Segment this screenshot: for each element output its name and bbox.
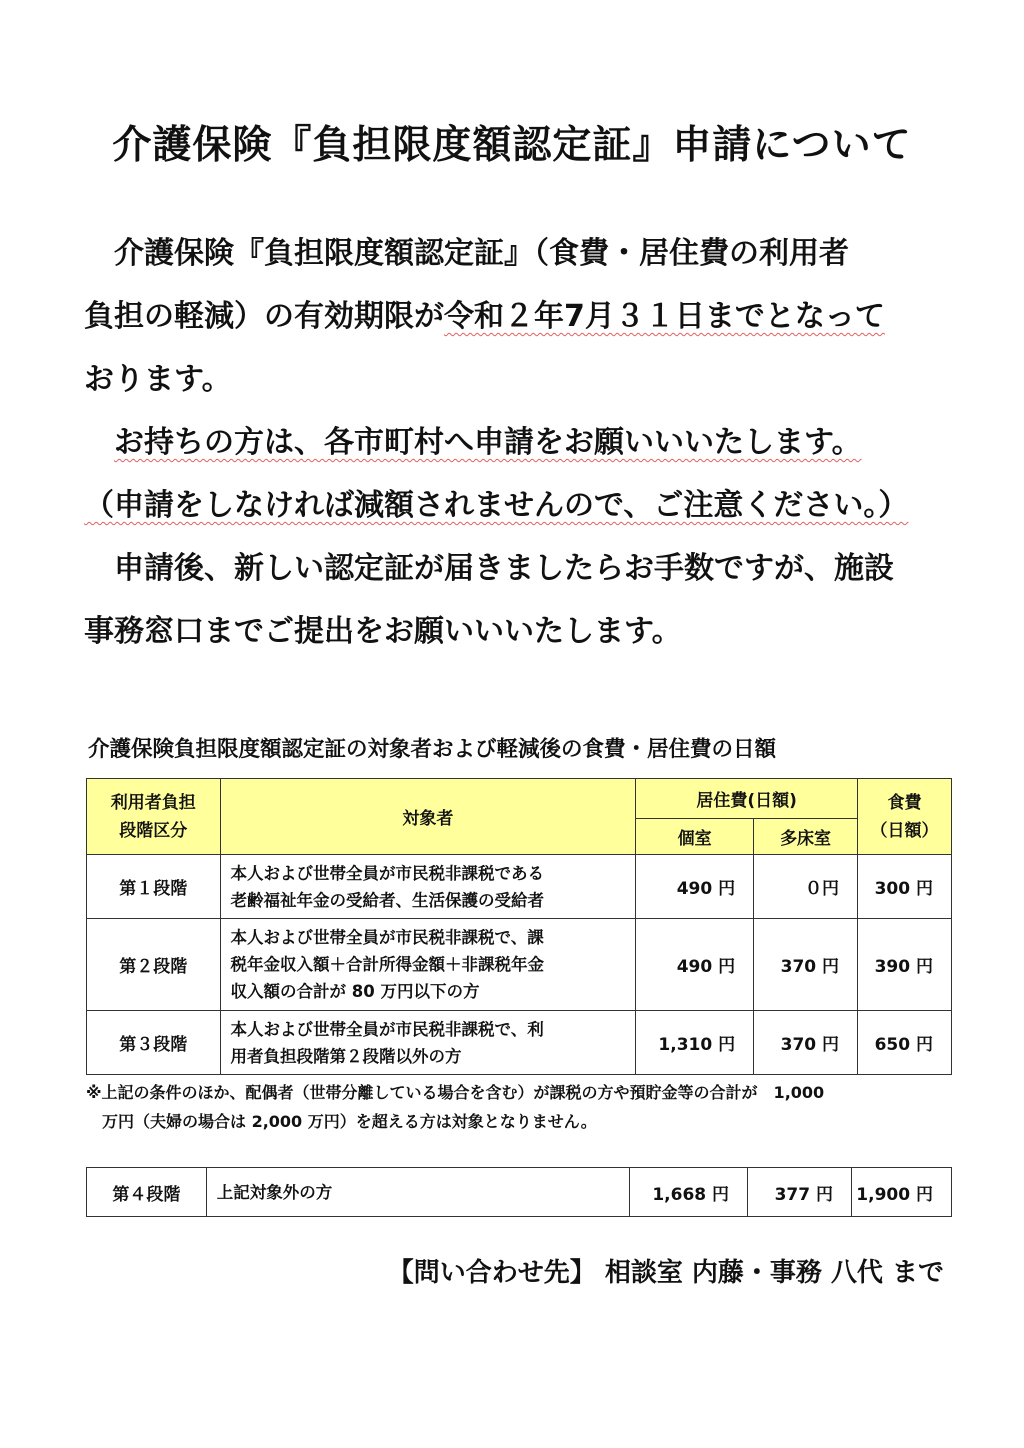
- paragraph-line: おります。: [84, 362, 232, 397]
- header-residence: 居住費(日額): [636, 779, 858, 819]
- stage-cell: 第４段階: [87, 1168, 207, 1217]
- header-stage-line: 利用者負担: [110, 792, 196, 813]
- private-room-cost: 490 円: [636, 919, 754, 1011]
- underlined-expiry-date: 令和２年7月３１日までとなって: [444, 299, 885, 334]
- food-cost: 1,900 円: [851, 1168, 951, 1217]
- header-stage: [87, 779, 221, 855]
- header-stage-line: 段階区分: [119, 820, 188, 841]
- multi-room-cost: ０円: [754, 855, 858, 919]
- tier4-table: [86, 1167, 952, 1217]
- private-room-cost: 1,310 円: [636, 1011, 754, 1075]
- contact-info: 【問い合わせ先】 相談室 内藤・事務 八代 まで: [387, 1258, 944, 1288]
- food-cost: 650 円: [858, 1011, 952, 1075]
- paragraph-line: [84, 474, 944, 537]
- target-cell: 本人および世帯全員が市民税非課税で、利 用者負担段階第２段階以外の方: [220, 1011, 636, 1075]
- footnote-line: ※上記の条件のほか、配偶者（世帯分離している場合を含む）が課税の方や預貯金等の合計が 1,000: [86, 1083, 825, 1102]
- private-room-cost: 1,668 円: [630, 1168, 748, 1217]
- paragraph-line: [84, 411, 944, 474]
- table-caption: 介護保険負担限度額認定証の対象者および軽減後の食費・居住費の日額: [88, 737, 777, 762]
- cost-table: [86, 778, 952, 1075]
- footnote: [86, 1078, 966, 1136]
- underlined-notice: （申請をしなければ減額されませんので、ご注意ください。）: [84, 488, 909, 523]
- text-segment: [84, 425, 114, 460]
- table-row: [87, 1011, 952, 1075]
- header-multi-room: 多床室: [754, 819, 858, 855]
- multi-room-cost: 370 円: [754, 1011, 858, 1075]
- target-cell: 本人および世帯全員が市民税非課税で、課 税年金収入額＋合計所得金額＋非課税年金 収入額の合計が 80 万円以下の方: [220, 919, 636, 1011]
- page-title: 介護保険『負担限度額認定証』申請について: [112, 123, 912, 168]
- food-cost: 390 円: [858, 919, 952, 1011]
- table-row: [87, 919, 952, 1011]
- stage-cell: 第３段階: [87, 1011, 221, 1075]
- paragraph-line: 申請後、新しい認定証が届きましたらお手数ですが、施設: [84, 551, 894, 586]
- private-room-cost: 490 円: [636, 855, 754, 919]
- paragraph-line: 介護保険『負担限度額認定証』（食費・居住費の利用者: [84, 236, 849, 271]
- target-cell: 本人および世帯全員が市民税非課税である 老齢福祉年金の受給者、生活保護の受給者: [220, 855, 636, 919]
- header-target: 対象者: [220, 779, 636, 855]
- paragraph-line: [84, 285, 944, 348]
- table-row: [87, 1168, 952, 1217]
- stage-cell: 第２段階: [87, 919, 221, 1011]
- multi-room-cost: 377 円: [748, 1168, 852, 1217]
- underlined-request: お持ちの方は、各市町村へ申請をお願いいいたします。: [114, 425, 862, 460]
- header-food-line: 食費: [887, 792, 922, 813]
- header-food: [858, 779, 952, 855]
- table-row: [87, 855, 952, 919]
- body-text: [84, 222, 944, 663]
- multi-room-cost: 370 円: [754, 919, 858, 1011]
- paragraph-line: 事務窓口までご提出をお願いいいたします。: [84, 614, 682, 649]
- header-private-room: 個室: [636, 819, 754, 855]
- footnote-line: 万円（夫婦の場合は 2,000 万円）を超える方は対象となりません。: [86, 1112, 597, 1131]
- target-cell: 上記対象外の方: [206, 1168, 629, 1217]
- stage-cell: 第１段階: [87, 855, 221, 919]
- food-cost: 300 円: [858, 855, 952, 919]
- header-food-line: （日額）: [870, 820, 939, 841]
- text-segment: 負担の軽減）の有効期限が: [84, 299, 444, 334]
